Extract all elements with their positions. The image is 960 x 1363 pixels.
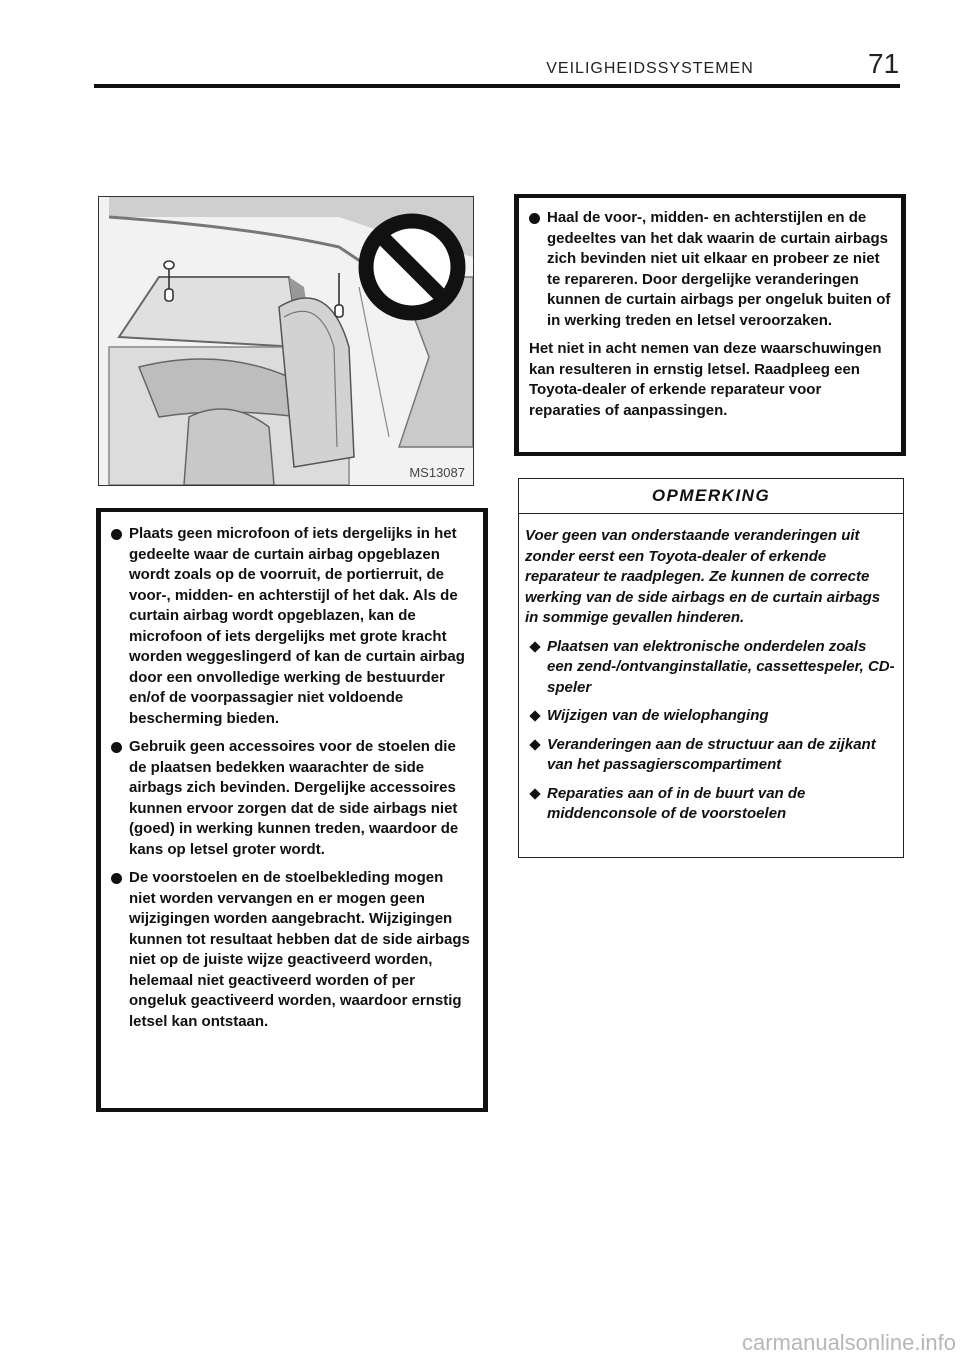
- car-interior-drawing: [99, 197, 473, 485]
- warning-item: [111, 868, 471, 1032]
- note-item-text: Veranderingen aan de structuur aan de zijkant van het passagierscompartiment: [547, 735, 876, 773]
- note-title: OPMERKING: [519, 479, 903, 514]
- note-item-text: Wijzigen van de wielophanging: [547, 707, 769, 724]
- warning-item: [111, 524, 471, 729]
- warning-closing-text: Het niet in acht nemen van deze waarschuwingen kan resulteren in ernstig letsel. Raadpleeg een Toyota-dealer of erkende reparateur voor reparaties of aanpassingen.: [529, 340, 882, 419]
- bullet-icon: [111, 742, 122, 753]
- note-item: [525, 735, 895, 776]
- note-item: [525, 706, 895, 727]
- airbag-illustration: [98, 196, 474, 486]
- note-intro: Voer geen van onderstaande veranderingen uit zonder eerst een Toyota-dealer of erkende reparateur te raadplegen. Ze kunnen de correcte werking van de side airbags en de curtain airbags in sommige gevallen hinderen.: [525, 527, 881, 626]
- bullet-icon: [529, 213, 540, 224]
- note-box: [518, 478, 904, 858]
- warning-text: De voorstoelen en de stoelbekleding mogen niet worden vervangen en er mogen geen wijzigingen worden aangebracht. Wijzigingen kunnen tot resultaat hebben dat de side airbags niet op de juiste wijze geactiveerd worden, helemaal niet geactiveerd worden of per ongeluk geactiveerd worden, waardoor ernstig letsel kan ontstaan.: [129, 869, 470, 1030]
- note-item: [525, 784, 895, 825]
- section-title: VEILIGHEIDSSYSTEMEN: [546, 60, 754, 77]
- diamond-bullet-icon: [529, 788, 540, 799]
- bullet-icon: [111, 873, 122, 884]
- diamond-bullet-icon: [529, 710, 540, 721]
- warning-item: [111, 737, 471, 860]
- header-rule: [94, 84, 900, 88]
- figure-code: MS13087: [409, 465, 465, 480]
- warning-box-left: [96, 508, 488, 1112]
- warning-item: [529, 208, 891, 331]
- warning-text: Gebruik geen accessoires voor de stoelen die de plaatsen bedekken waarachter de side airbags zich bevinden. Dergelijke accessoires kunnen ervoor zorgen dat de side airbags niet (goed) in werking kunnen treden, waardoor de kans op letsel groter wordt.: [129, 738, 459, 858]
- note-item: [525, 637, 895, 699]
- note-item-text: Plaatsen van elektronische onderdelen zoals een zend-/ontvanginstallatie, cassettespeler, CD-speler: [547, 637, 895, 696]
- bullet-icon: [111, 529, 122, 540]
- warning-box-right: [514, 194, 906, 456]
- diamond-bullet-icon: [529, 641, 540, 652]
- watermark: carmanualsonline.info: [741, 1330, 956, 1355]
- warning-text: Haal de voor-, midden- en achterstijlen en de gedeeltes van het dak waarin de curtain airbags zich bevinden niet uit elkaar en probeer ze niet te repareren. Door dergelijke veranderingen kunnen de curtain airbags per ongeluk buiten of in werking treden en letsel veroorzaken.: [547, 209, 891, 329]
- diamond-bullet-icon: [529, 739, 540, 750]
- page-number: 71: [868, 48, 900, 79]
- warning-text: Plaats geen microfoon of iets dergelijks in het gedeelte waar de curtain airbag opgeblazen wordt zoals op de voorruit, de portierruit, de voor-, midden- en achterstijl of het dak. Als de curtain airbag wordt opgeblazen, kan de microfoon of iets dergelijks met grote kracht worden weggeslingerd of kan de curtain airbag door een onvolledige werking de bestuurder en/of de voorpassagier niet voldoende bescherming bieden.: [129, 525, 465, 727]
- note-item-text: Reparaties aan of in de buurt van de middenconsole of de voorstoelen: [547, 784, 806, 822]
- prohibition-icon: [366, 221, 458, 313]
